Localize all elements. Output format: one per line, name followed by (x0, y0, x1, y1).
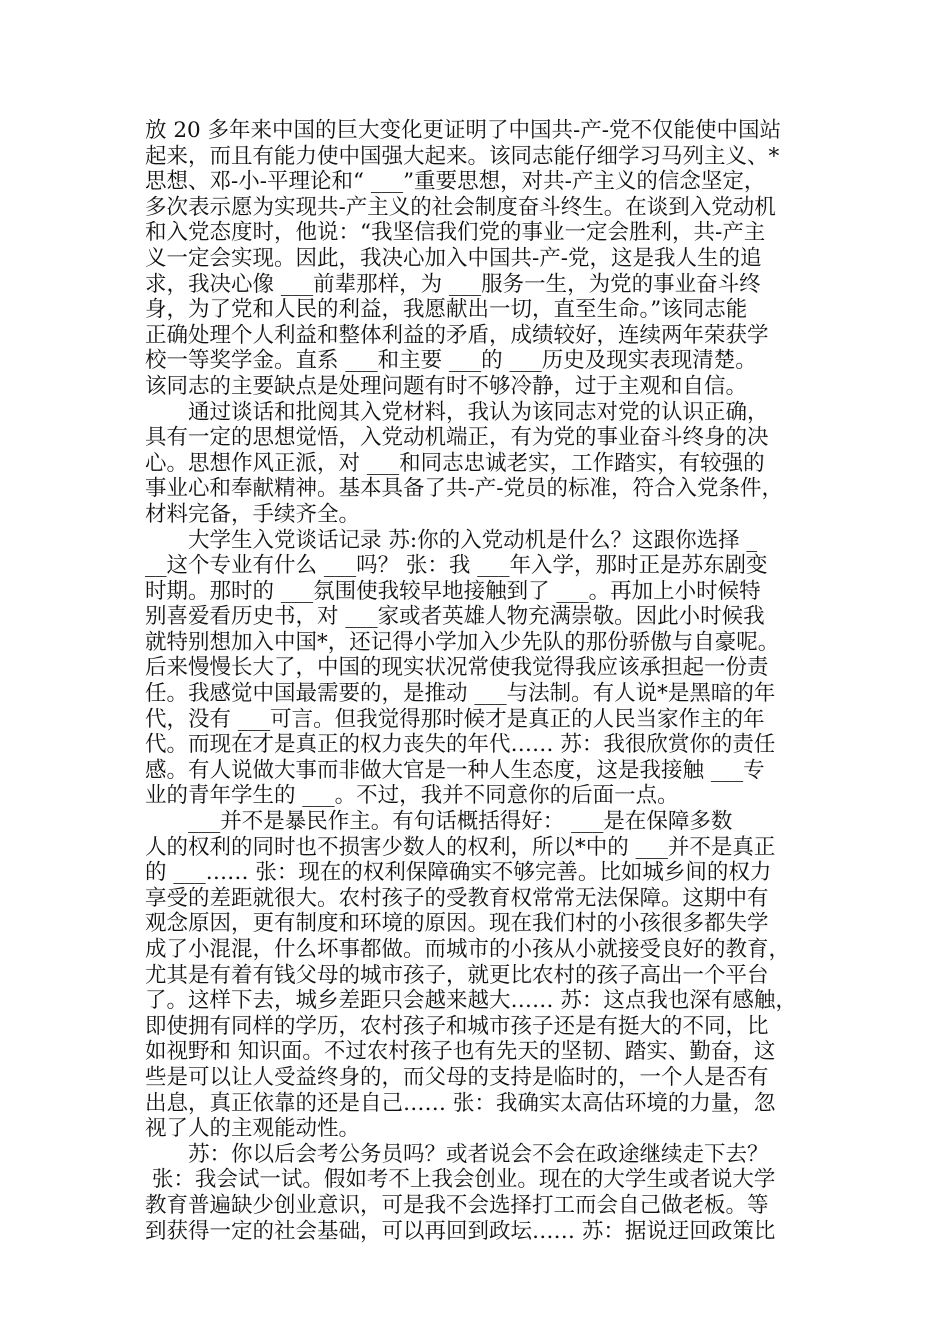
text-line: 任。我感觉中国最需要的，是推动 ___与法制。有人说*是黑暗的年 (145, 681, 776, 707)
document-body-text (145, 118, 825, 1244)
text-line: 别喜爱看历史书，对 ___家或者英雄人物充满崇敬。因此小时候我 (145, 604, 765, 630)
text-line: 正确处理个人利益和整体利益的矛盾，成绩较好，连续两年荣获学 (145, 322, 769, 348)
text-line: 成了小混混，什么坏事都做。而城市的小孩从小就接受良好的教育， (145, 937, 791, 962)
text-line: 就特别想加入中国*，还记得小学加入少先队的那份骄傲与自豪呢。 (145, 629, 780, 655)
text-line: 即使拥有同样的学历，农村孩子和城市孩子还是有挺大的不同，比 (145, 1013, 769, 1039)
text-line: 起来，而且有能力使中国强大起来。该同志能仔细学习马列主义、* (145, 143, 780, 169)
text-line: 思想、邓-小-平理论和“ ___”重要思想，对共-产主义的信念坚定， (145, 169, 766, 195)
text-line: 业的青年学生的 ___。不过，我并不同意你的后面一点。 (145, 783, 679, 809)
text-line: 通过谈话和批阅其入党材料，我认为该同志对党的认识正确， (145, 399, 769, 425)
text-line: 身，为了党和人民的利益，我愿献出一切，直至生命。”该同志能 (145, 297, 748, 323)
text-line: 了。这样下去，城乡差距只会越来越大…… 苏：这点我也深有感触， (145, 988, 797, 1014)
text-line: 义一定会实现。因此，我决心加入中国共-产-党，这是我人生的追 (145, 245, 762, 271)
text-line: 材料完备，手续齐全。 (145, 501, 361, 527)
text-line: 大学生入党谈话记录 苏:你的入党动机是什么？这跟你选择 _ (145, 527, 758, 553)
text-line: 张：我会试一试。假如考不上我会创业。现在的大学生或者说大学 (145, 1167, 776, 1193)
text-line: 心。思想作风正派，对 ___和同志忠诚老实，工作踏实，有较强的 (145, 450, 765, 476)
text-line: 视了人的主观能动性。 (145, 1116, 361, 1142)
text-line: 事业心和奉献精神。基本具备了共-产-党员的标准，符合入党条件， (145, 476, 784, 502)
text-line: 代。而现在才是真正的权力丧失的年代…… 苏：我很欣赏你的责任 (145, 732, 776, 758)
text-line: 具有一定的思想觉悟，入党动机端正，有为党的事业奋斗终身的决 (145, 425, 769, 451)
text-line: 人的权利的同时也不损害少数人的权利，所以*中的 ___并不是真正 (145, 834, 776, 860)
text-line: ___并不是暴民作主。有句话概括得好： ___是在保障多数 (145, 809, 733, 835)
text-line: 教育普遍缺少创业意识，可是我不会选择打工而会自己做老板。等 (145, 1192, 769, 1218)
text-line: 的 ___…… 张：现在的权利保障确实不够完善。比如城乡间的权力 (145, 860, 772, 886)
text-line: 观念原因，更有制度和环境的原因。现在我们村的小孩很多都失学 (145, 911, 769, 937)
text-line: 如视野和 知识面。不过农村孩子也有先天的坚韧、踏实、勤奋，这 (145, 1039, 776, 1065)
text-line: 放 20 多年来中国的巨大变化更证明了中国共-产-党不仅能使中国站 (145, 118, 782, 143)
text-line: 些是可以让人受益终身的，而父母的支持是临时的，一个人是否有 (145, 1064, 769, 1090)
text-line: 和入党态度时，他说：“我坚信我们党的事业一定会胜利，共-产主 (145, 220, 766, 246)
text-line: __这个专业有什么 ___吗？ 张：我 ___年入学，那时正是苏东剧变 (145, 553, 768, 579)
text-line: 求，我决心像 ___前辈那样，为 ___服务一生，为党的事业奋斗终 (145, 271, 761, 297)
text-line: 苏：你以后会考公务员吗？或者说会不会在政途继续走下去？ (145, 1141, 769, 1167)
text-line: 后来慢慢长大了，中国的现实状况常使我觉得我应该承担起一份责 (145, 655, 769, 681)
text-line: 感。有人说做大事而非做大官是一种人生态度，这是我接触 ___专 (145, 757, 765, 783)
text-line: 该同志的主要缺点是处理问题有时不够冷静，过于主观和自信。 (145, 373, 748, 399)
text-line: 尤其是有着有钱父母的城市孩子，就更比农村的孩子高出一个平台 (145, 962, 769, 988)
text-line: 享受的差距就很大。农村孩子的受教育权常常无法保障。这期中有 (145, 885, 769, 911)
text-line: 出息，真正依靠的还是自己…… 张：我确实太高估环境的力量，忽 (145, 1090, 776, 1116)
text-line: 时期。那时的 ___氛围使我较早地接触到了 ___。再加上小时候特 (145, 578, 761, 604)
text-line: 代，没有 ___可言。但我觉得那时候才是真正的人民当家作主的年 (145, 706, 765, 732)
text-line: 多次表示愿为实现共-产主义的社会制度奋斗终生。在谈到入党动机 (145, 194, 776, 220)
text-line: 校一等奖学金。直系 ___和主要 ___的 ___历史及现实表现清楚。 (145, 348, 757, 374)
text-line: 到获得一定的社会基础，可以再回到政坛…… 苏：据说迂回政策比 (145, 1218, 776, 1244)
